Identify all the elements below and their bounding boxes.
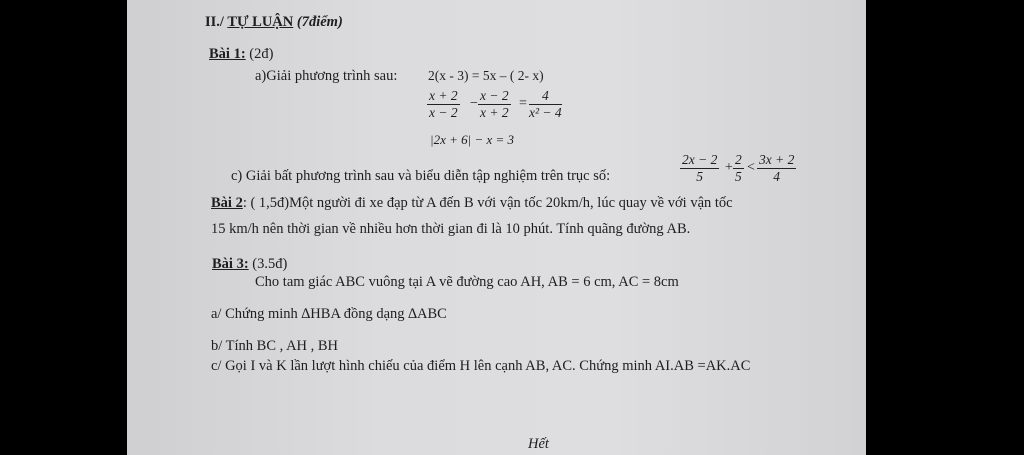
left-black-border bbox=[0, 0, 127, 455]
bai3-part-a: a/ Chứng minh ∆HBA đồng dạng ∆ABC bbox=[211, 306, 447, 322]
ineq-f2-den: 5 bbox=[735, 169, 742, 184]
ineq-fraction-2 bbox=[733, 152, 744, 185]
bai2-label: Bài 2 bbox=[211, 195, 243, 211]
equation-3: |2x + 6| − x = 3 bbox=[430, 132, 515, 147]
bai3-heading bbox=[212, 256, 287, 273]
bai3-points: (3.5đ) bbox=[248, 256, 288, 272]
ineq-f3-den: 4 bbox=[773, 169, 781, 184]
section-prefix: II./ bbox=[205, 14, 228, 30]
ineq-plus: + bbox=[725, 160, 733, 175]
ineq-less-than: < bbox=[747, 160, 755, 175]
end-marker: Hết bbox=[528, 436, 549, 452]
bai1-heading bbox=[209, 46, 273, 63]
bai1-points: (2đ) bbox=[245, 46, 274, 62]
bai1-label: Bài 1: bbox=[209, 46, 246, 62]
eq2-equals: = bbox=[519, 96, 527, 111]
bai2-line-2: 15 km/h nên thời gian về nhiều hơn thời gian đi là 10 phút. Tính quãng đường AB. bbox=[211, 221, 691, 237]
eq2-f2-den: x + 2 bbox=[480, 105, 509, 120]
equation-1: 2(x - 3) = 5x – ( 2- x) bbox=[428, 68, 544, 83]
bai2-line-1 bbox=[211, 195, 733, 212]
ineq-fraction-3 bbox=[757, 152, 796, 185]
eq2-fraction-1 bbox=[427, 88, 460, 121]
eq2-f1-den: x − 2 bbox=[429, 105, 458, 120]
right-black-border bbox=[866, 0, 1024, 455]
section-heading bbox=[205, 14, 343, 31]
bai3-intro: Cho tam giác ABC vuông tại A vẽ đường cao AH, AB = 6 cm, AC = 8cm bbox=[255, 274, 679, 290]
bai3-part-c: c/ Gọi I và K lần lượt hình chiếu của điểm H lên cạnh AB, AC. Chứng minh AI.AB =AK.AC bbox=[211, 358, 751, 374]
ineq-f2-num: 2 bbox=[735, 152, 742, 167]
bai3-label: Bài 3: bbox=[212, 256, 249, 272]
eq2-fraction-3 bbox=[529, 88, 562, 121]
section-points: (7điểm) bbox=[293, 14, 343, 30]
ineq-f3-num: 3x + 2 bbox=[759, 152, 795, 167]
ineq-f1-num: 2x − 2 bbox=[682, 152, 718, 167]
exam-paper bbox=[127, 0, 866, 455]
eq2-minus: − bbox=[470, 96, 478, 111]
bai2-text-1: : ( 1,5đ)Một người đi xe đạp từ A đến B với vận tốc 20km/h, lúc quay về với vận tốc bbox=[242, 195, 733, 211]
ineq-f1-den: 5 bbox=[696, 169, 704, 184]
bai3-part-b: b/ Tính BC , AH , BH bbox=[211, 338, 339, 354]
section-title: TỰ LUẬN bbox=[227, 14, 294, 30]
ineq-fraction-1 bbox=[680, 152, 719, 185]
eq2-f3-den: x² − 4 bbox=[529, 105, 562, 120]
eq2-f1-num: x + 2 bbox=[429, 88, 458, 103]
eq2-f3-num: 4 bbox=[529, 88, 562, 105]
eq2-fraction-2 bbox=[478, 88, 511, 121]
bai1-c-label: c) Giải bất phương trình sau và biểu diễn tập nghiệm trên trục số: bbox=[231, 168, 611, 184]
bai1-a-label: a)Giải phương trình sau: bbox=[255, 68, 398, 84]
eq2-f2-num: x − 2 bbox=[480, 88, 509, 103]
